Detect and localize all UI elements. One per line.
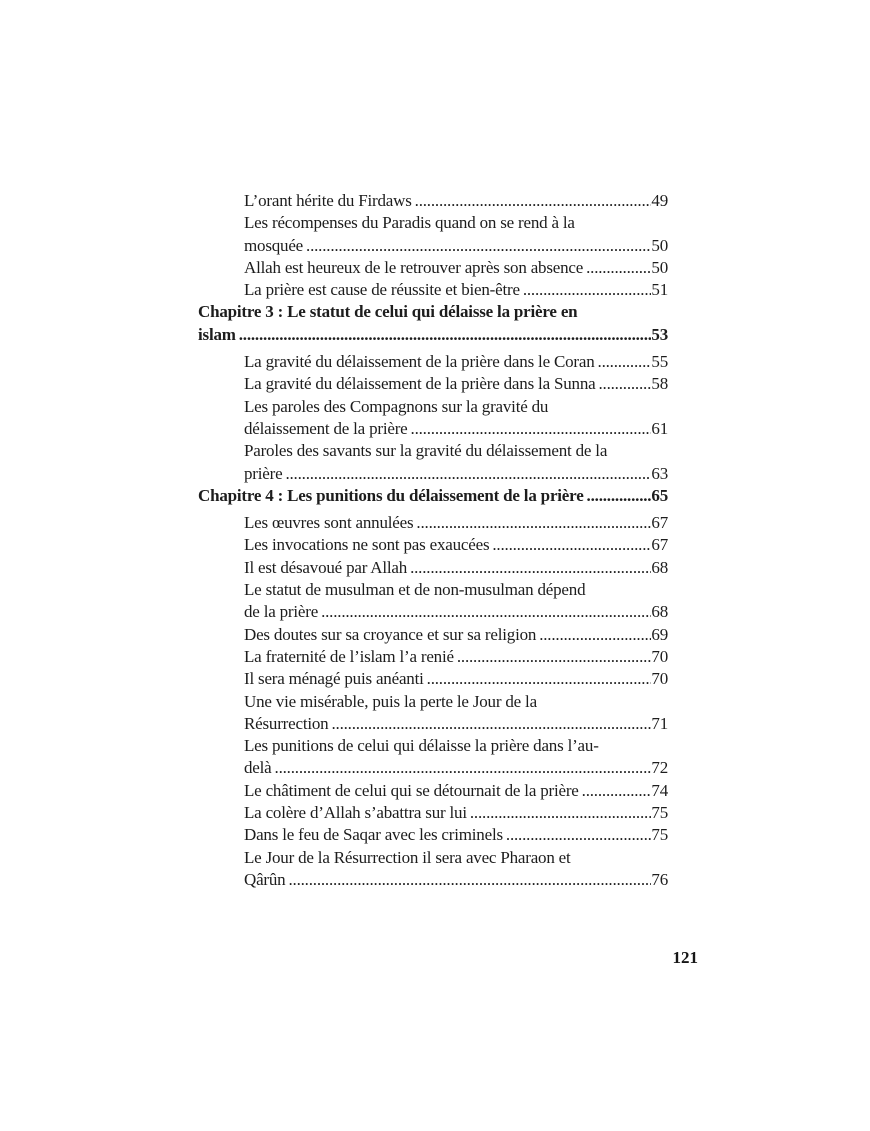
toc-page-ref: 50 — [651, 257, 668, 277]
toc-entry-title: délaissement de la prière — [244, 418, 408, 438]
toc-entry-title: Des doutes sur sa croyance et sur sa religion — [244, 624, 537, 644]
toc-entry — [198, 440, 668, 485]
dot-leader — [457, 646, 652, 668]
toc-entry-lines — [244, 396, 668, 441]
toc-entry-lines — [244, 351, 668, 373]
toc-entry-title: Allah est heureux de le retrouver après son absence — [244, 257, 584, 277]
toc-entry-title: L’orant hérite du Firdaws — [244, 191, 412, 210]
toc-entry — [198, 351, 668, 373]
toc-entry-title: delà — [244, 758, 272, 778]
toc-line: Paroles des savants sur la gravité du délaissement de la — [244, 441, 608, 461]
toc-entry-title: La fraternité de l’islam l’a renié — [244, 646, 454, 666]
toc-page-ref: 69 — [651, 624, 668, 644]
dot-leader — [416, 512, 651, 534]
toc-entry-title: Dans le feu de Saqar avec les criminels — [244, 825, 503, 845]
toc-entry-title: Il sera ménagé puis anéanti — [244, 669, 424, 689]
toc-entry — [198, 534, 668, 556]
toc-entry — [198, 257, 668, 279]
toc-entry-lines — [244, 512, 668, 534]
toc-entry-title: Il est désavoué par Allah — [244, 557, 408, 577]
toc-entry-title: Le châtiment de celui qui se détournait de la prière — [244, 780, 579, 800]
toc-line — [244, 235, 668, 257]
dot-leader — [321, 601, 651, 623]
toc-page-ref: 53 — [651, 324, 668, 344]
toc-entry-lines — [244, 780, 668, 802]
toc-entry — [198, 279, 668, 301]
dot-leader — [506, 824, 651, 846]
toc-page-ref: 68 — [651, 602, 668, 622]
toc-entry-lines — [244, 190, 668, 212]
toc-entry-lines — [244, 579, 668, 624]
toc-entry — [198, 668, 668, 690]
toc-line: Une vie misérable, puis la perte le Jour de la — [244, 691, 537, 711]
toc-page-ref: 55 — [651, 352, 668, 372]
toc-line — [244, 869, 668, 891]
toc-entry-lines — [244, 373, 668, 395]
toc-entry — [198, 646, 668, 668]
toc-entry-lines — [198, 485, 668, 507]
toc-entry — [198, 512, 668, 534]
dot-leader — [582, 780, 652, 802]
toc-entry-lines — [244, 824, 668, 846]
toc-page-ref: 50 — [651, 235, 668, 255]
toc-line — [244, 713, 668, 735]
dot-leader — [411, 418, 652, 440]
toc-entry — [198, 802, 668, 824]
dot-leader — [306, 235, 651, 257]
toc-entry-lines — [244, 735, 668, 780]
toc-page-ref: 65 — [651, 485, 668, 505]
toc-page-ref: 51 — [651, 280, 668, 300]
toc-page-ref: 70 — [651, 669, 668, 689]
toc-line — [244, 646, 668, 668]
toc-page-ref: 71 — [651, 713, 668, 733]
toc-entry — [198, 579, 668, 624]
toc-entry — [198, 373, 668, 395]
toc-line — [244, 780, 668, 802]
toc-entry-lines — [244, 646, 668, 668]
toc-entry — [198, 624, 668, 646]
toc-line — [244, 757, 668, 779]
toc-entry-title: prière — [244, 463, 283, 483]
toc-entry-lines — [244, 624, 668, 646]
folio-page-number: 121 — [672, 948, 698, 967]
dot-leader — [523, 279, 652, 301]
dot-leader — [598, 373, 651, 395]
toc-entry-lines — [244, 847, 668, 892]
toc-entry-title: Résurrection — [244, 713, 329, 733]
toc-line — [244, 190, 668, 212]
toc-entry-lines — [244, 257, 668, 279]
toc-entry — [198, 190, 668, 212]
dot-leader — [288, 869, 651, 891]
dot-leader — [539, 624, 651, 646]
toc-page-ref: 63 — [651, 463, 668, 483]
toc-line — [244, 557, 668, 579]
toc-line — [244, 624, 668, 646]
toc-page-ref: 75 — [651, 803, 668, 823]
dot-leader — [427, 668, 652, 690]
toc-entry-title: La colère d’Allah s’abattra sur lui — [244, 803, 467, 823]
toc-line — [244, 279, 668, 301]
toc-entry — [198, 847, 668, 892]
toc-line — [244, 802, 668, 824]
toc-page-ref: 49 — [651, 191, 668, 210]
toc-page-ref: 75 — [651, 825, 668, 845]
toc-page-ref: 67 — [651, 513, 668, 533]
dot-leader — [587, 485, 652, 507]
dot-leader — [331, 713, 651, 735]
toc-line: Les punitions de celui qui délaisse la prière dans l’au- — [244, 736, 599, 756]
toc-entry-title: Chapitre 4 : Les punitions du délaissement de la prière — [198, 485, 584, 505]
toc-line — [244, 601, 668, 623]
toc-entry — [198, 691, 668, 736]
toc-entry-title: Les invocations ne sont pas exaucées — [244, 535, 490, 555]
toc-entry — [198, 396, 668, 441]
toc-entry — [198, 780, 668, 802]
dot-leader — [275, 757, 652, 779]
toc-line — [244, 418, 668, 440]
toc-line: Les paroles des Compagnons sur la gravité du — [244, 396, 549, 416]
toc-line: Le Jour de la Résurrection il sera avec Pharaon et — [244, 847, 571, 867]
toc-entry-title: La prière est cause de réussite et bien-être — [244, 280, 520, 300]
dot-leader — [586, 257, 651, 279]
toc-page-ref: 67 — [651, 535, 668, 555]
toc-entry-lines — [244, 212, 668, 257]
toc-line: Les récompenses du Paradis quand on se rend à la — [244, 213, 575, 233]
toc-line — [244, 373, 668, 395]
toc-entry-lines — [244, 802, 668, 824]
toc-line — [244, 668, 668, 690]
toc-line: Chapitre 3 : Le statut de celui qui délaisse la prière en — [198, 302, 578, 322]
toc-entry — [198, 301, 668, 346]
toc-entry — [198, 824, 668, 846]
toc-line — [244, 351, 668, 373]
toc-entry-lines — [244, 279, 668, 301]
toc-entry-lines — [244, 691, 668, 736]
toc-page-ref: 68 — [651, 557, 668, 577]
dot-leader — [470, 802, 652, 824]
dot-leader — [239, 324, 652, 346]
toc-entry-lines — [244, 557, 668, 579]
toc-line — [244, 257, 668, 279]
toc-entry-title: Les œuvres sont annulées — [244, 513, 414, 533]
toc-entry — [198, 557, 668, 579]
toc-page-ref: 70 — [651, 646, 668, 666]
toc-entry-title: mosquée — [244, 235, 304, 255]
toc-entry-title: La gravité du délaissement de la prière dans la Sunna — [244, 374, 596, 394]
dot-leader — [410, 557, 651, 579]
toc-page-ref: 74 — [651, 780, 668, 800]
toc-entry-lines — [244, 440, 668, 485]
toc-entry-title: Qârûn — [244, 869, 286, 889]
dot-leader — [415, 190, 652, 212]
toc-line — [198, 324, 668, 346]
toc-line — [244, 824, 668, 846]
dot-leader — [598, 351, 652, 373]
toc-entry-title: islam — [198, 324, 236, 344]
toc-page-ref: 58 — [651, 374, 668, 394]
toc-entry-title: de la prière — [244, 602, 319, 622]
toc-entry-title: La gravité du délaissement de la prière dans le Coran — [244, 352, 595, 372]
dot-leader — [492, 534, 651, 556]
toc-entry — [198, 212, 668, 257]
toc-line — [244, 512, 668, 534]
toc-entry — [198, 485, 668, 507]
toc-page-ref: 76 — [651, 869, 668, 889]
table-of-contents — [198, 190, 668, 891]
toc-line — [198, 485, 668, 507]
toc-entry — [198, 735, 668, 780]
toc-line — [244, 463, 668, 485]
toc-page-ref: 61 — [651, 418, 668, 438]
toc-entry-lines — [244, 534, 668, 556]
toc-line — [244, 534, 668, 556]
toc-line: Le statut de musulman et de non-musulman dépend — [244, 580, 586, 600]
toc-page-ref: 72 — [651, 758, 668, 778]
toc-entry-lines — [244, 668, 668, 690]
dot-leader — [285, 463, 651, 485]
toc-entry-lines — [198, 301, 668, 346]
